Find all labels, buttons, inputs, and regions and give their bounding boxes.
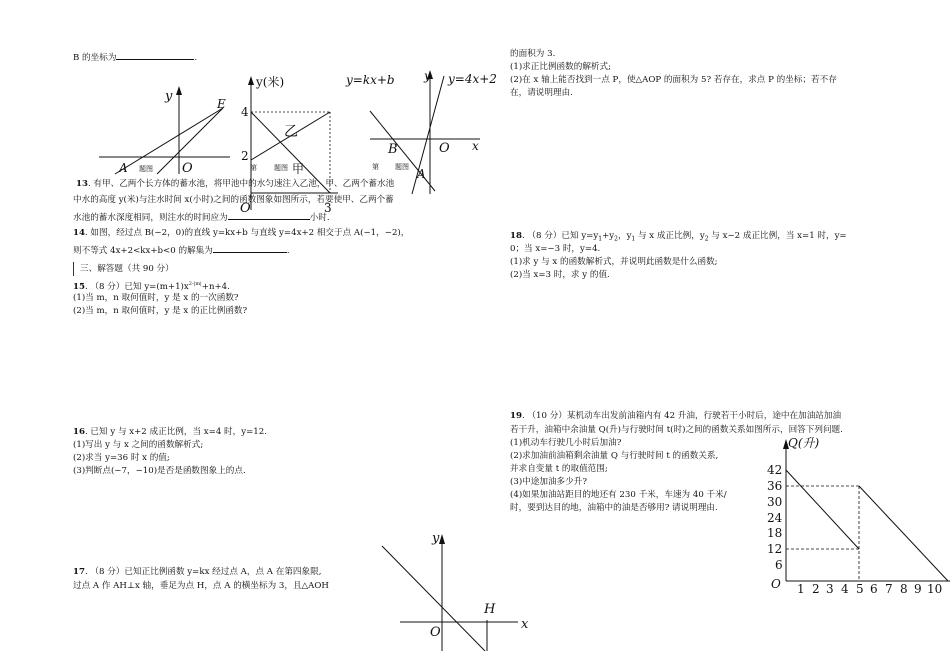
q15-exponent: 2-|m|: [188, 281, 202, 287]
fig19-ytick-12: 12: [767, 542, 783, 556]
q16-part2: (2)求当 y=36 时 x 的值;: [73, 453, 170, 463]
fig1-a-label: A: [119, 161, 128, 175]
q13-line3: 水池的蓄水深度相同，则注水的时间应为 小时.: [73, 210, 330, 224]
fig2-caption-di: 第: [250, 164, 257, 172]
fig19-line-before-refuel: [786, 470, 859, 549]
fig19-xtick-7: 7: [885, 582, 893, 596]
q16-number: 16: [73, 427, 85, 437]
fig1-caption: 题图: [139, 165, 153, 173]
q18-line2: 0；当 x=−3 时，y=4.: [510, 244, 601, 254]
q15-part2: (2)当 m，n 取何值时，y 是 x 的正比例函数?: [73, 306, 248, 316]
figure-q12-graph: [95, 82, 235, 177]
q19-line2: 若干升，油箱中余油量 Q(升)与行驶时间 t(时)之间的函数关系如图所示，回答下列问题.: [510, 425, 843, 435]
fig19-xtick-2: 2: [812, 582, 820, 596]
fig19-origin: O: [771, 577, 781, 591]
q13-line2: 中水的高度 y(米)与注水时间 x(小时)之间的函数图象如图所示，若要使甲、乙两个蓄: [73, 195, 394, 205]
q19-part4b: 时，要到达目的地，油箱中的油是否够用? 请说明理由.: [510, 503, 718, 513]
fig19-xtick-9: 9: [914, 582, 922, 596]
section-marker: [73, 262, 76, 276]
q19-part4a: (4)如果加油站距目的地还有 230 千米，车速为 40 千米/: [510, 490, 727, 500]
fig2-yi-label: 乙: [284, 124, 298, 140]
fig3-x-label: x: [472, 139, 479, 153]
fig17-x-label: x: [521, 617, 529, 632]
figure-q19-graph: [763, 433, 950, 595]
fig19-xtick-4: 4: [841, 582, 849, 596]
q12-tail: B 的坐标为 .: [73, 50, 197, 64]
fig2-caption-ti: 题图: [274, 164, 288, 172]
fig19-xtick-1: 1: [797, 582, 805, 596]
q19-part2a: (2)求加油前油箱剩余油量 Q 与行驶时间 t 的函数关系,: [510, 451, 719, 461]
fig19-ytick-30: 30: [767, 495, 783, 509]
q13-number: 13: [76, 179, 88, 189]
fig17-o-label: O: [430, 625, 441, 640]
q17-line1: 17. （8 分）已知正比例函数 y=kx 经过点 A，点 A 在第四象限,: [73, 567, 322, 577]
q17-cont-line1: (1)求正比例函数的解析式;: [510, 62, 612, 72]
fig19-ytick-36: 36: [767, 479, 783, 493]
fig19-xtick-3: 3: [826, 582, 834, 596]
fig3-o-label: O: [439, 141, 450, 156]
q17-line2: 过点 A 作 AH⊥x 轴，垂足为点 H，点 A 的横坐标为 3，且△AOH: [73, 581, 329, 591]
fig19-line-after-refuel: [859, 486, 948, 581]
q13-line1: 13. 有甲、乙两个长方体的蓄水池，将甲池中的水匀速注入乙池，甲、乙两个蓄水池: [76, 179, 395, 189]
fig2-o-label: O: [240, 201, 251, 216]
q12-tail-text: B 的坐标为: [73, 53, 117, 63]
fig19-y-label: Q(升): [788, 436, 820, 450]
fig19-xtick-10: 10: [927, 582, 943, 596]
fig17-y-label: y: [432, 531, 440, 546]
fig3-eq2: y=4x+2: [448, 72, 497, 86]
fig2-tick-4: 4: [241, 105, 249, 119]
q19-number: 19: [510, 411, 522, 421]
q14-line1: 14. 如图，经过点 B(−2，0)的直线 y=kx+b 与直线 y=4x+2 相交于点 A(−1，−2)，: [73, 228, 410, 238]
fig2-tick-3: 3: [324, 201, 332, 215]
fig1-y-label: y: [165, 89, 173, 104]
fig2-y-label: y(米): [256, 75, 285, 89]
q19-part1: (1)机动车行驶几小时后加油?: [510, 438, 622, 448]
fig2-tick-2: 2: [241, 149, 249, 163]
fig3-eq1: y=kx+b: [346, 73, 395, 87]
fig3-a-label: A: [417, 167, 426, 181]
section-3-title: 三、解答题（共 90 分）: [80, 264, 174, 274]
fig19-ytick-6: 6: [775, 558, 783, 572]
fig2-jia-label: 甲: [292, 162, 305, 176]
fig19-ytick-24: 24: [767, 511, 783, 525]
fig3-caption-ti: 题图: [395, 163, 409, 171]
fig3-caption-di: 第: [372, 163, 379, 171]
q19-line1: 19. （10 分）某机动车出发前油箱内有 42 升油，行驶若干小时后，途中在加油站加油: [510, 411, 842, 421]
fig19-xtick-8: 8: [900, 582, 908, 596]
figure-q17-graph: [380, 528, 540, 651]
q17-cont-line3: 在，请说明理由.: [510, 88, 573, 98]
q12-answer-blank[interactable]: [116, 50, 194, 60]
fig17-h-label: H: [484, 602, 496, 617]
q13-answer-blank[interactable]: [228, 210, 310, 220]
q15-part1: (1)当 m，n 取何值时，y 是 x 的一次函数?: [73, 293, 239, 303]
q17-cont-line2: (2)在 x 轴上能否找到一点 P，使△AOP 的面积为 5? 若存在，求点 P 的坐标；若不存: [510, 75, 837, 85]
q17-cont-line0: 的面积为 3.: [510, 49, 556, 59]
fig19-ytick-42: 42: [767, 463, 783, 477]
q14-answer-blank[interactable]: [213, 243, 287, 253]
q14-number: 14: [73, 228, 85, 238]
q16-head: 16. 已知 y 与 x+2 成正比例，当 x=4 时，y=12.: [73, 427, 267, 437]
fig1-e-label: E: [217, 97, 226, 111]
fig1-o-label: O: [182, 161, 193, 176]
q19-part3: (3)中途加油多少升?: [510, 477, 587, 487]
fig19-xtick-5: 5: [856, 582, 864, 596]
q18-number: 18: [510, 231, 522, 241]
q16-part1: (1)写出 y 与 x 之间的函数解析式;: [73, 440, 204, 450]
q16-part3: (3)判断点(−7，−10)是否是函数图象上的点.: [73, 466, 246, 476]
q19-part2b: 并求自变量 t 的取值范围;: [510, 464, 608, 474]
q17-number: 17: [73, 567, 85, 577]
q18-line1: 18. （8 分）已知 $y=y_1+y_2$，$y_1$ 与 x 成正比例，$y_2$ 与 x−2 成正比例，当 x=1 时，y=: [510, 231, 847, 243]
q14-line2: 则不等式 4x+2<kx+b<0 的解集为 .: [73, 243, 290, 257]
q15-number: 15: [73, 281, 85, 292]
q18-part2: (2)当 x=3 时，求 y 的值.: [510, 270, 610, 280]
fig19-ytick-18: 18: [767, 526, 783, 540]
q15-head: 15. （8 分）已知 $y=(m+1)x^{2-|m|}+n+4$.: [73, 281, 230, 292]
fig19-xtick-6: 6: [870, 582, 878, 596]
fig3-y-label: y: [424, 69, 431, 83]
q18-part1: (1)求 y 与 x 的函数解析式，并说明此函数是什么函数;: [510, 257, 718, 267]
fig3-b-label: B: [388, 142, 398, 157]
